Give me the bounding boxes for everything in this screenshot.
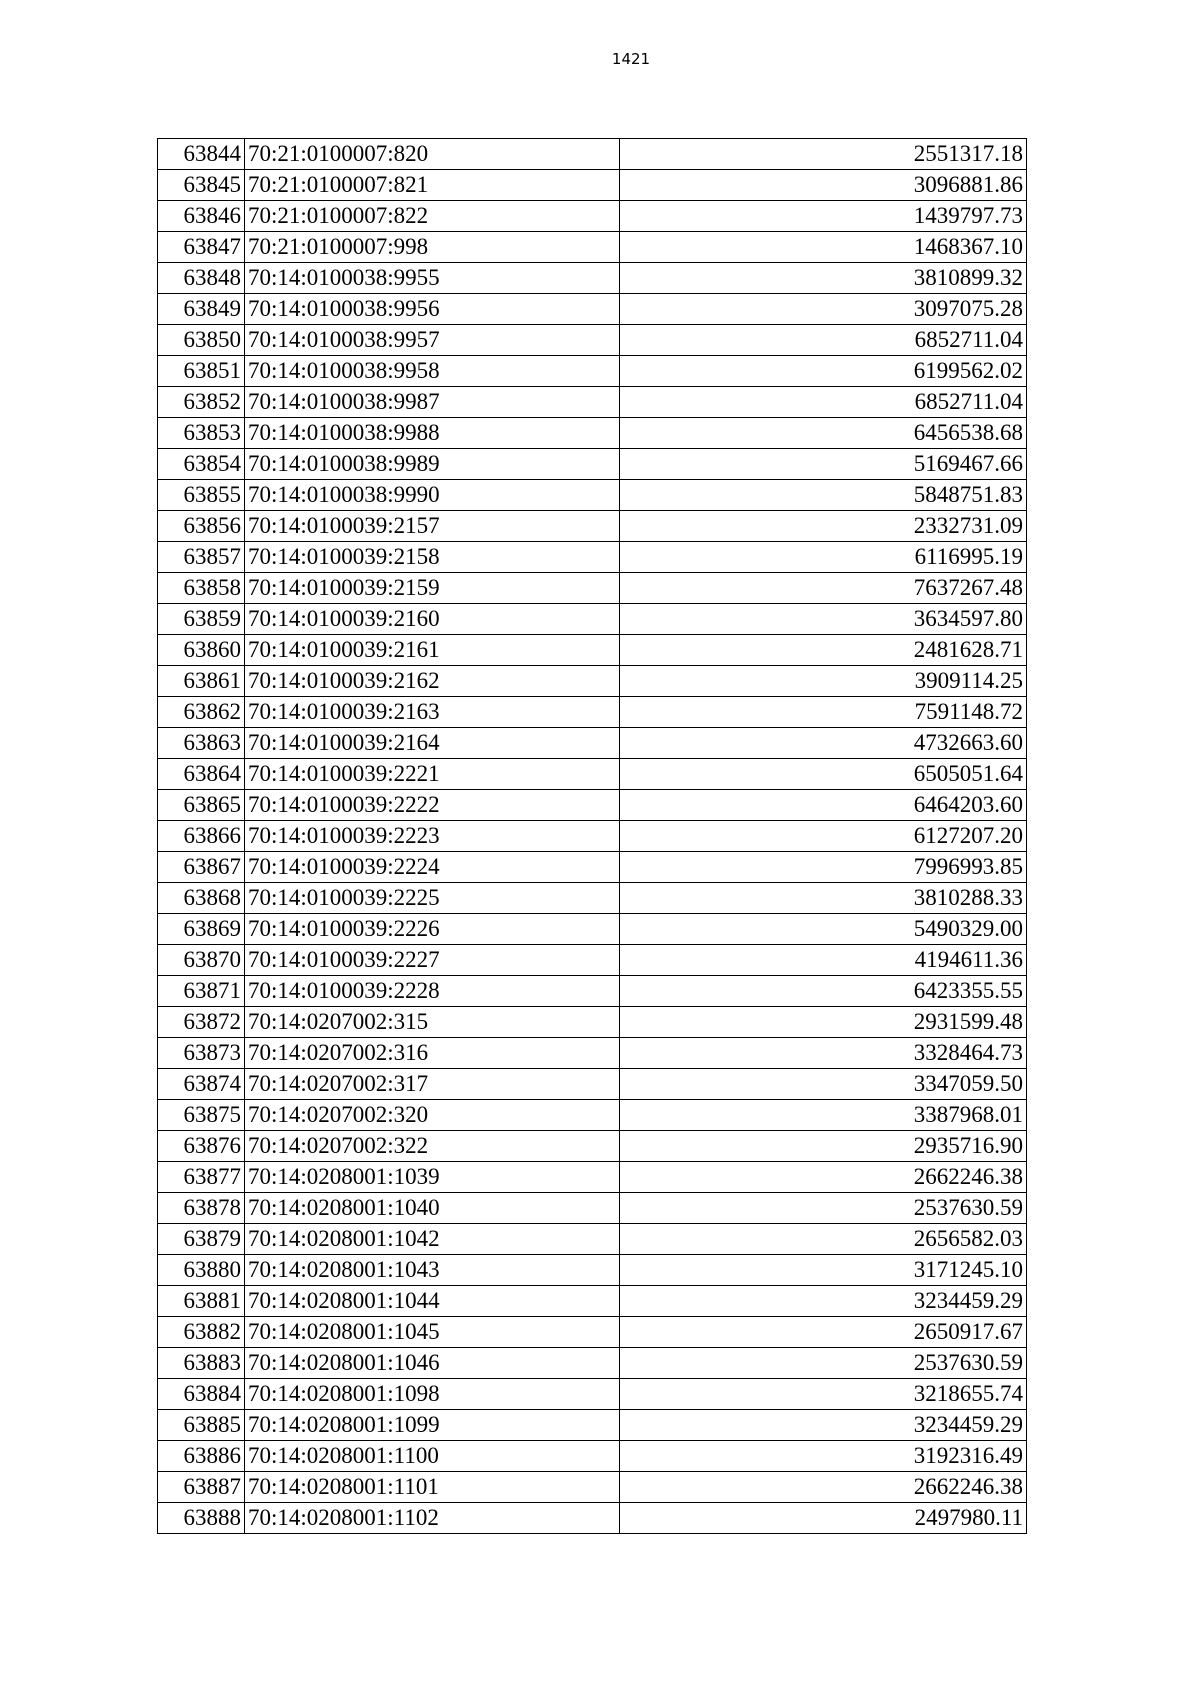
- cadastral-value: 2481628.71: [620, 635, 1027, 666]
- row-number: 63847: [158, 232, 245, 263]
- cadastral-number: 70:14:0100039:2227: [245, 945, 620, 976]
- cadastral-number: 70:21:0100007:821: [245, 170, 620, 201]
- cadastral-value: 7591148.72: [620, 697, 1027, 728]
- cadastral-value: 3810899.32: [620, 263, 1027, 294]
- row-number: 63852: [158, 387, 245, 418]
- row-number: 63850: [158, 325, 245, 356]
- cadastral-value: 2931599.48: [620, 1007, 1027, 1038]
- cadastral-number: 70:14:0100039:2160: [245, 604, 620, 635]
- table-row: [158, 635, 1027, 666]
- row-number: 63883: [158, 1348, 245, 1379]
- row-number: 63859: [158, 604, 245, 635]
- table-row: [158, 976, 1027, 1007]
- row-number: 63877: [158, 1162, 245, 1193]
- cadastral-value: 6423355.55: [620, 976, 1027, 1007]
- cadastral-number: 70:14:0207002:322: [245, 1131, 620, 1162]
- cadastral-value: 2551317.18: [620, 139, 1027, 170]
- table-row: [158, 1224, 1027, 1255]
- cadastral-number: 70:14:0208001:1042: [245, 1224, 620, 1255]
- cadastral-value: 5169467.66: [620, 449, 1027, 480]
- cadastral-value: 3387968.01: [620, 1100, 1027, 1131]
- cadastral-value: 3218655.74: [620, 1379, 1027, 1410]
- table-row: [158, 1472, 1027, 1503]
- table-body: [158, 139, 1027, 1534]
- table-row: [158, 170, 1027, 201]
- cadastral-value: 2656582.03: [620, 1224, 1027, 1255]
- row-number: 63884: [158, 1379, 245, 1410]
- cadastral-number: 70:14:0208001:1100: [245, 1441, 620, 1472]
- table-row: [158, 325, 1027, 356]
- cadastral-value: 3171245.10: [620, 1255, 1027, 1286]
- cadastral-value: 6199562.02: [620, 356, 1027, 387]
- cadastral-value: 2537630.59: [620, 1193, 1027, 1224]
- cadastral-number: 70:14:0208001:1101: [245, 1472, 620, 1503]
- table-row: [158, 759, 1027, 790]
- cadastral-value: 2662246.38: [620, 1472, 1027, 1503]
- table-row: [158, 263, 1027, 294]
- cadastral-number: 70:14:0100039:2225: [245, 883, 620, 914]
- cadastral-number: 70:14:0208001:1046: [245, 1348, 620, 1379]
- table-row: [158, 1069, 1027, 1100]
- row-number: 63881: [158, 1286, 245, 1317]
- cadastral-value: 6505051.64: [620, 759, 1027, 790]
- row-number: 63848: [158, 263, 245, 294]
- cadastral-number: 70:14:0100039:2228: [245, 976, 620, 1007]
- cadastral-number: 70:14:0100039:2223: [245, 821, 620, 852]
- table-row: [158, 542, 1027, 573]
- table-row: [158, 1379, 1027, 1410]
- table-row: [158, 294, 1027, 325]
- cadastral-value: 4194611.36: [620, 945, 1027, 976]
- table-row: [158, 604, 1027, 635]
- cadastral-number: 70:14:0208001:1102: [245, 1503, 620, 1534]
- cadastral-number: 70:14:0208001:1043: [245, 1255, 620, 1286]
- row-number: 63845: [158, 170, 245, 201]
- table-row: [158, 449, 1027, 480]
- cadastral-number: 70:14:0100038:9956: [245, 294, 620, 325]
- table-row: [158, 1441, 1027, 1472]
- cadastral-number: 70:14:0100039:2221: [245, 759, 620, 790]
- table-row: [158, 728, 1027, 759]
- cadastral-value: 7996993.85: [620, 852, 1027, 883]
- cadastral-number: 70:14:0100038:9989: [245, 449, 620, 480]
- table-row: [158, 1348, 1027, 1379]
- row-number: 63870: [158, 945, 245, 976]
- table-row: [158, 883, 1027, 914]
- table-row: [158, 387, 1027, 418]
- row-number: 63869: [158, 914, 245, 945]
- cadastral-number: 70:14:0208001:1099: [245, 1410, 620, 1441]
- row-number: 63885: [158, 1410, 245, 1441]
- row-number: 63861: [158, 666, 245, 697]
- page-number: 1421: [611, 50, 651, 68]
- table-row: [158, 139, 1027, 170]
- row-number: 63863: [158, 728, 245, 759]
- row-number: 63855: [158, 480, 245, 511]
- row-number: 63864: [158, 759, 245, 790]
- cadastral-number: 70:14:0100038:9958: [245, 356, 620, 387]
- cadastral-number: 70:14:0207002:316: [245, 1038, 620, 1069]
- row-number: 63866: [158, 821, 245, 852]
- table-row: [158, 573, 1027, 604]
- row-number: 63878: [158, 1193, 245, 1224]
- table-row: [158, 1162, 1027, 1193]
- table-row: [158, 356, 1027, 387]
- cadastral-value: 2935716.90: [620, 1131, 1027, 1162]
- cadastral-value: 6852711.04: [620, 387, 1027, 418]
- table-row: [158, 511, 1027, 542]
- cadastral-value: 3097075.28: [620, 294, 1027, 325]
- cadastral-number: 70:14:0100039:2158: [245, 542, 620, 573]
- cadastral-number: 70:14:0100039:2157: [245, 511, 620, 542]
- cadastral-value-table: [157, 138, 1027, 1534]
- row-number: 63874: [158, 1069, 245, 1100]
- row-number: 63865: [158, 790, 245, 821]
- cadastral-number: 70:14:0208001:1098: [245, 1379, 620, 1410]
- cadastral-value: 1468367.10: [620, 232, 1027, 263]
- row-number: 63849: [158, 294, 245, 325]
- row-number: 63862: [158, 697, 245, 728]
- table-row: [158, 1007, 1027, 1038]
- cadastral-number: 70:14:0100039:2159: [245, 573, 620, 604]
- cadastral-number: 70:14:0100039:2224: [245, 852, 620, 883]
- table-row: [158, 418, 1027, 449]
- cadastral-number: 70:14:0208001:1044: [245, 1286, 620, 1317]
- row-number: 63888: [158, 1503, 245, 1534]
- table-row: [158, 1193, 1027, 1224]
- cadastral-value: 2662246.38: [620, 1162, 1027, 1193]
- cadastral-value: 7637267.48: [620, 573, 1027, 604]
- table-row: [158, 1286, 1027, 1317]
- row-number: 63873: [158, 1038, 245, 1069]
- row-number: 63857: [158, 542, 245, 573]
- cadastral-number: 70:21:0100007:822: [245, 201, 620, 232]
- cadastral-value: 2650917.67: [620, 1317, 1027, 1348]
- cadastral-value: 6116995.19: [620, 542, 1027, 573]
- table-row: [158, 1131, 1027, 1162]
- row-number: 63879: [158, 1224, 245, 1255]
- row-number: 63868: [158, 883, 245, 914]
- cadastral-value: 2497980.11: [620, 1503, 1027, 1534]
- row-number: 63854: [158, 449, 245, 480]
- cadastral-number: 70:14:0100039:2161: [245, 635, 620, 666]
- cadastral-value: 3328464.73: [620, 1038, 1027, 1069]
- row-number: 63858: [158, 573, 245, 604]
- cadastral-value: 3096881.86: [620, 170, 1027, 201]
- row-number: 63872: [158, 1007, 245, 1038]
- row-number: 63882: [158, 1317, 245, 1348]
- table-row: [158, 945, 1027, 976]
- row-number: 63867: [158, 852, 245, 883]
- table-row: [158, 1503, 1027, 1534]
- cadastral-number: 70:14:0100039:2226: [245, 914, 620, 945]
- cadastral-value: 6464203.60: [620, 790, 1027, 821]
- table-row: [158, 914, 1027, 945]
- row-number: 63860: [158, 635, 245, 666]
- row-number: 63846: [158, 201, 245, 232]
- table-row: [158, 232, 1027, 263]
- cadastral-value: 3810288.33: [620, 883, 1027, 914]
- row-number: 63887: [158, 1472, 245, 1503]
- cadastral-number: 70:14:0100039:2164: [245, 728, 620, 759]
- cadastral-value: 3234459.29: [620, 1286, 1027, 1317]
- row-number: 63856: [158, 511, 245, 542]
- row-number: 63875: [158, 1100, 245, 1131]
- cadastral-number: 70:14:0100038:9957: [245, 325, 620, 356]
- table-row: [158, 852, 1027, 883]
- row-number: 63851: [158, 356, 245, 387]
- table-row: [158, 1410, 1027, 1441]
- cadastral-value: 1439797.73: [620, 201, 1027, 232]
- cadastral-value: 6456538.68: [620, 418, 1027, 449]
- cadastral-value: 3347059.50: [620, 1069, 1027, 1100]
- table-row: [158, 1317, 1027, 1348]
- cadastral-value: 3192316.49: [620, 1441, 1027, 1472]
- table-row: [158, 201, 1027, 232]
- cadastral-value: 6127207.20: [620, 821, 1027, 852]
- cadastral-value: 2537630.59: [620, 1348, 1027, 1379]
- row-number: 63871: [158, 976, 245, 1007]
- cadastral-number: 70:14:0100038:9955: [245, 263, 620, 294]
- cadastral-number: 70:21:0100007:998: [245, 232, 620, 263]
- row-number: 63886: [158, 1441, 245, 1472]
- cadastral-value: 2332731.09: [620, 511, 1027, 542]
- table-row: [158, 1255, 1027, 1286]
- row-number: 63876: [158, 1131, 245, 1162]
- row-number: 63880: [158, 1255, 245, 1286]
- cadastral-number: 70:14:0208001:1039: [245, 1162, 620, 1193]
- cadastral-number: 70:14:0208001:1045: [245, 1317, 620, 1348]
- cadastral-value: 3909114.25: [620, 666, 1027, 697]
- cadastral-number: 70:14:0207002:315: [245, 1007, 620, 1038]
- cadastral-value: 5490329.00: [620, 914, 1027, 945]
- cadastral-value: 3634597.80: [620, 604, 1027, 635]
- table-row: [158, 666, 1027, 697]
- cadastral-number: 70:14:0100039:2162: [245, 666, 620, 697]
- table-row: [158, 697, 1027, 728]
- table-row: [158, 1100, 1027, 1131]
- table-row: [158, 821, 1027, 852]
- cadastral-number: 70:14:0100038:9988: [245, 418, 620, 449]
- cadastral-number: 70:14:0100038:9990: [245, 480, 620, 511]
- cadastral-number: 70:14:0100038:9987: [245, 387, 620, 418]
- cadastral-number: 70:14:0207002:320: [245, 1100, 620, 1131]
- cadastral-number: 70:21:0100007:820: [245, 139, 620, 170]
- cadastral-value: 4732663.60: [620, 728, 1027, 759]
- cadastral-number: 70:14:0100039:2163: [245, 697, 620, 728]
- row-number: 63844: [158, 139, 245, 170]
- cadastral-number: 70:14:0208001:1040: [245, 1193, 620, 1224]
- table-row: [158, 790, 1027, 821]
- cadastral-number: 70:14:0100039:2222: [245, 790, 620, 821]
- cadastral-value: 6852711.04: [620, 325, 1027, 356]
- table-row: [158, 480, 1027, 511]
- cadastral-number: 70:14:0207002:317: [245, 1069, 620, 1100]
- cadastral-value: 5848751.83: [620, 480, 1027, 511]
- cadastral-value: 3234459.29: [620, 1410, 1027, 1441]
- row-number: 63853: [158, 418, 245, 449]
- table-row: [158, 1038, 1027, 1069]
